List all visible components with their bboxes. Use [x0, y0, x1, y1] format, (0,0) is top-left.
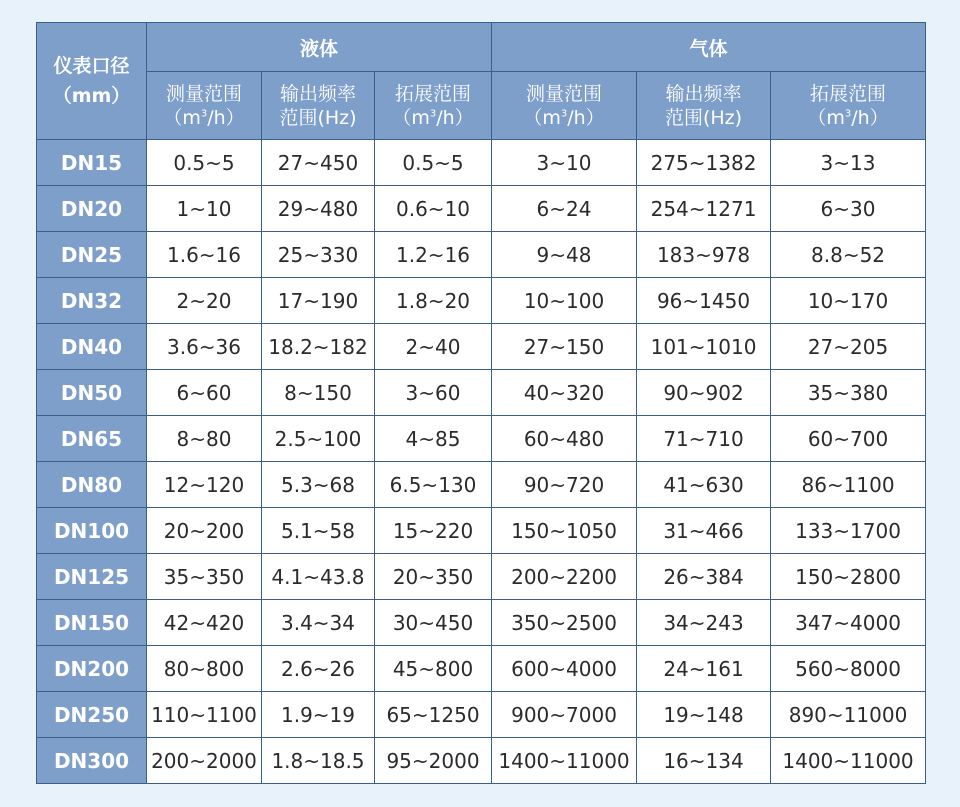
- header-unit: 范围(Hz): [664, 106, 743, 129]
- header-label: 拓展范围: [810, 82, 887, 105]
- caliber-header: [37, 23, 147, 140]
- gas-measure-range-cell: 350~2500: [492, 600, 637, 646]
- gas-extend-range-cell: 35~380: [771, 370, 926, 416]
- table-row: [37, 186, 926, 232]
- unit-prefix: （m: [523, 106, 561, 129]
- caliber-cell: DN25: [37, 232, 147, 278]
- gas-extend-range-header: [771, 72, 926, 140]
- liquid-output-freq-cell: 5.1~58: [262, 508, 375, 554]
- flowmeter-spec-table: [36, 22, 926, 784]
- gas-output-freq-cell: 26~384: [637, 554, 771, 600]
- liquid-measure-range-cell: 1~10: [147, 186, 262, 232]
- gas-measure-range-cell: 600~4000: [492, 646, 637, 692]
- liquid-extend-range-cell: 30~450: [375, 600, 492, 646]
- gas-output-freq-cell: 101~1010: [637, 324, 771, 370]
- liquid-measure-range-cell: 110~1100: [147, 692, 262, 738]
- gas-extend-range-cell: 6~30: [771, 186, 926, 232]
- table-row: [37, 278, 926, 324]
- header-label: 输出频率: [279, 82, 356, 105]
- unit-superscript: 3: [200, 108, 208, 120]
- caliber-cell: DN50: [37, 370, 147, 416]
- caliber-header-line2: （mm）: [52, 85, 131, 107]
- caliber-cell: DN150: [37, 600, 147, 646]
- liquid-measure-range-cell: 0.5~5: [147, 140, 262, 186]
- header-unit: [492, 106, 636, 130]
- table-row: [37, 232, 926, 278]
- liquid-extend-range-cell: 2~40: [375, 324, 492, 370]
- liquid-output-freq-cell: 18.2~182: [262, 324, 375, 370]
- gas-extend-range-cell: 3~13: [771, 140, 926, 186]
- gas-output-freq-cell: 90~902: [637, 370, 771, 416]
- header-label: 拓展范围: [395, 82, 472, 105]
- liquid-measure-range-cell: 3.6~36: [147, 324, 262, 370]
- gas-measure-range-header: [492, 72, 637, 140]
- header-label: 测量范围: [165, 82, 242, 105]
- liquid-measure-range-cell: 35~350: [147, 554, 262, 600]
- liquid-measure-range-header: [147, 72, 262, 140]
- liquid-output-freq-cell: 27~450: [262, 140, 375, 186]
- liquid-output-freq-cell: 1.8~18.5: [262, 738, 375, 784]
- liquid-extend-range-cell: 0.6~10: [375, 186, 492, 232]
- liquid-extend-range-cell: 3~60: [375, 370, 492, 416]
- table-row: [37, 692, 926, 738]
- header-row-columns: [37, 72, 926, 140]
- caliber-cell: DN250: [37, 692, 147, 738]
- liquid-group-header: 液体: [147, 23, 492, 72]
- liquid-extend-range-cell: 20~350: [375, 554, 492, 600]
- gas-measure-range-cell: 9~48: [492, 232, 637, 278]
- liquid-extend-range-cell: 45~800: [375, 646, 492, 692]
- liquid-extend-range-cell: 15~220: [375, 508, 492, 554]
- table-row: [37, 324, 926, 370]
- liquid-output-freq-cell: 8~150: [262, 370, 375, 416]
- liquid-measure-range-cell: 42~420: [147, 600, 262, 646]
- caliber-cell: DN125: [37, 554, 147, 600]
- gas-extend-range-cell: 8.8~52: [771, 232, 926, 278]
- gas-measure-range-cell: 27~150: [492, 324, 637, 370]
- liquid-output-freq-cell: 5.3~68: [262, 462, 375, 508]
- header-unit: [771, 106, 925, 130]
- liquid-extend-range-cell: 1.2~16: [375, 232, 492, 278]
- gas-extend-range-cell: 347~4000: [771, 600, 926, 646]
- liquid-output-freq-cell: 2.5~100: [262, 416, 375, 462]
- gas-measure-range-cell: 150~1050: [492, 508, 637, 554]
- gas-extend-range-cell: 27~205: [771, 324, 926, 370]
- gas-measure-range-cell: 200~2200: [492, 554, 637, 600]
- liquid-extend-range-cell: 1.8~20: [375, 278, 492, 324]
- gas-output-freq-cell: 24~161: [637, 646, 771, 692]
- unit-suffix: /h）: [207, 106, 245, 129]
- liquid-output-freq-header: [262, 72, 375, 140]
- liquid-measure-range-cell: 12~120: [147, 462, 262, 508]
- gas-measure-range-cell: 900~7000: [492, 692, 637, 738]
- gas-output-freq-cell: 254~1271: [637, 186, 771, 232]
- table-row: [37, 462, 926, 508]
- liquid-output-freq-cell: 17~190: [262, 278, 375, 324]
- caliber-cell: DN65: [37, 416, 147, 462]
- gas-output-freq-cell: 275~1382: [637, 140, 771, 186]
- liquid-output-freq-cell: 25~330: [262, 232, 375, 278]
- liquid-output-freq-cell: 4.1~43.8: [262, 554, 375, 600]
- liquid-extend-range-header: [375, 72, 492, 140]
- liquid-measure-range-cell: 1.6~16: [147, 232, 262, 278]
- caliber-header-line1: 仪表口径: [53, 55, 130, 77]
- gas-measure-range-cell: 1400~11000: [492, 738, 637, 784]
- header-row-group: [37, 23, 926, 72]
- gas-measure-range-cell: 3~10: [492, 140, 637, 186]
- caliber-cell: DN300: [37, 738, 147, 784]
- unit-prefix: （m: [807, 106, 845, 129]
- gas-extend-range-cell: 10~170: [771, 278, 926, 324]
- gas-group-header: 气体: [492, 23, 926, 72]
- gas-output-freq-cell: 34~243: [637, 600, 771, 646]
- liquid-extend-range-cell: 95~2000: [375, 738, 492, 784]
- liquid-measure-range-cell: 80~800: [147, 646, 262, 692]
- unit-superscript: 3: [429, 108, 437, 120]
- table-body: [37, 140, 926, 784]
- gas-extend-range-cell: 133~1700: [771, 508, 926, 554]
- header-unit: [375, 106, 491, 130]
- gas-output-freq-header: [637, 72, 771, 140]
- gas-output-freq-cell: 19~148: [637, 692, 771, 738]
- liquid-extend-range-cell: 6.5~130: [375, 462, 492, 508]
- liquid-extend-range-cell: 4~85: [375, 416, 492, 462]
- gas-output-freq-cell: 16~134: [637, 738, 771, 784]
- table-row: [37, 646, 926, 692]
- liquid-extend-range-cell: 65~1250: [375, 692, 492, 738]
- gas-output-freq-cell: 183~978: [637, 232, 771, 278]
- gas-measure-range-cell: 40~320: [492, 370, 637, 416]
- table-row: [37, 370, 926, 416]
- unit-prefix: （m: [163, 106, 201, 129]
- gas-extend-range-cell: 86~1100: [771, 462, 926, 508]
- liquid-output-freq-cell: 3.4~34: [262, 600, 375, 646]
- liquid-measure-range-cell: 2~20: [147, 278, 262, 324]
- gas-measure-range-cell: 60~480: [492, 416, 637, 462]
- gas-extend-range-cell: 890~11000: [771, 692, 926, 738]
- header-label: 输出频率: [665, 82, 742, 105]
- liquid-measure-range-cell: 20~200: [147, 508, 262, 554]
- table-row: [37, 554, 926, 600]
- liquid-output-freq-cell: 1.9~19: [262, 692, 375, 738]
- liquid-output-freq-cell: 2.6~26: [262, 646, 375, 692]
- gas-measure-range-cell: 10~100: [492, 278, 637, 324]
- unit-suffix: /h）: [436, 106, 474, 129]
- unit-prefix: （m: [392, 106, 430, 129]
- gas-extend-range-cell: 1400~11000: [771, 738, 926, 784]
- caliber-cell: DN200: [37, 646, 147, 692]
- gas-output-freq-cell: 96~1450: [637, 278, 771, 324]
- liquid-output-freq-cell: 29~480: [262, 186, 375, 232]
- table-row: [37, 416, 926, 462]
- caliber-cell: DN80: [37, 462, 147, 508]
- caliber-cell: DN40: [37, 324, 147, 370]
- gas-output-freq-cell: 31~466: [637, 508, 771, 554]
- caliber-cell: DN32: [37, 278, 147, 324]
- gas-measure-range-cell: 6~24: [492, 186, 637, 232]
- unit-suffix: /h）: [851, 106, 889, 129]
- unit-suffix: /h）: [567, 106, 605, 129]
- gas-output-freq-cell: 41~630: [637, 462, 771, 508]
- gas-extend-range-cell: 60~700: [771, 416, 926, 462]
- caliber-cell: DN15: [37, 140, 147, 186]
- gas-output-freq-cell: 71~710: [637, 416, 771, 462]
- liquid-measure-range-cell: 200~2000: [147, 738, 262, 784]
- caliber-cell: DN20: [37, 186, 147, 232]
- header-unit: [147, 106, 261, 130]
- unit-superscript: 3: [844, 108, 852, 120]
- table-row: [37, 508, 926, 554]
- liquid-measure-range-cell: 6~60: [147, 370, 262, 416]
- gas-extend-range-cell: 560~8000: [771, 646, 926, 692]
- caliber-cell: DN100: [37, 508, 147, 554]
- unit-superscript: 3: [560, 108, 568, 120]
- header-label: 测量范围: [526, 82, 603, 105]
- gas-measure-range-cell: 90~720: [492, 462, 637, 508]
- spec-table-container: [36, 22, 926, 784]
- table-row: [37, 140, 926, 186]
- liquid-extend-range-cell: 0.5~5: [375, 140, 492, 186]
- table-row: [37, 600, 926, 646]
- table-row: [37, 738, 926, 784]
- header-unit: 范围(Hz): [279, 106, 357, 129]
- liquid-measure-range-cell: 8~80: [147, 416, 262, 462]
- gas-extend-range-cell: 150~2800: [771, 554, 926, 600]
